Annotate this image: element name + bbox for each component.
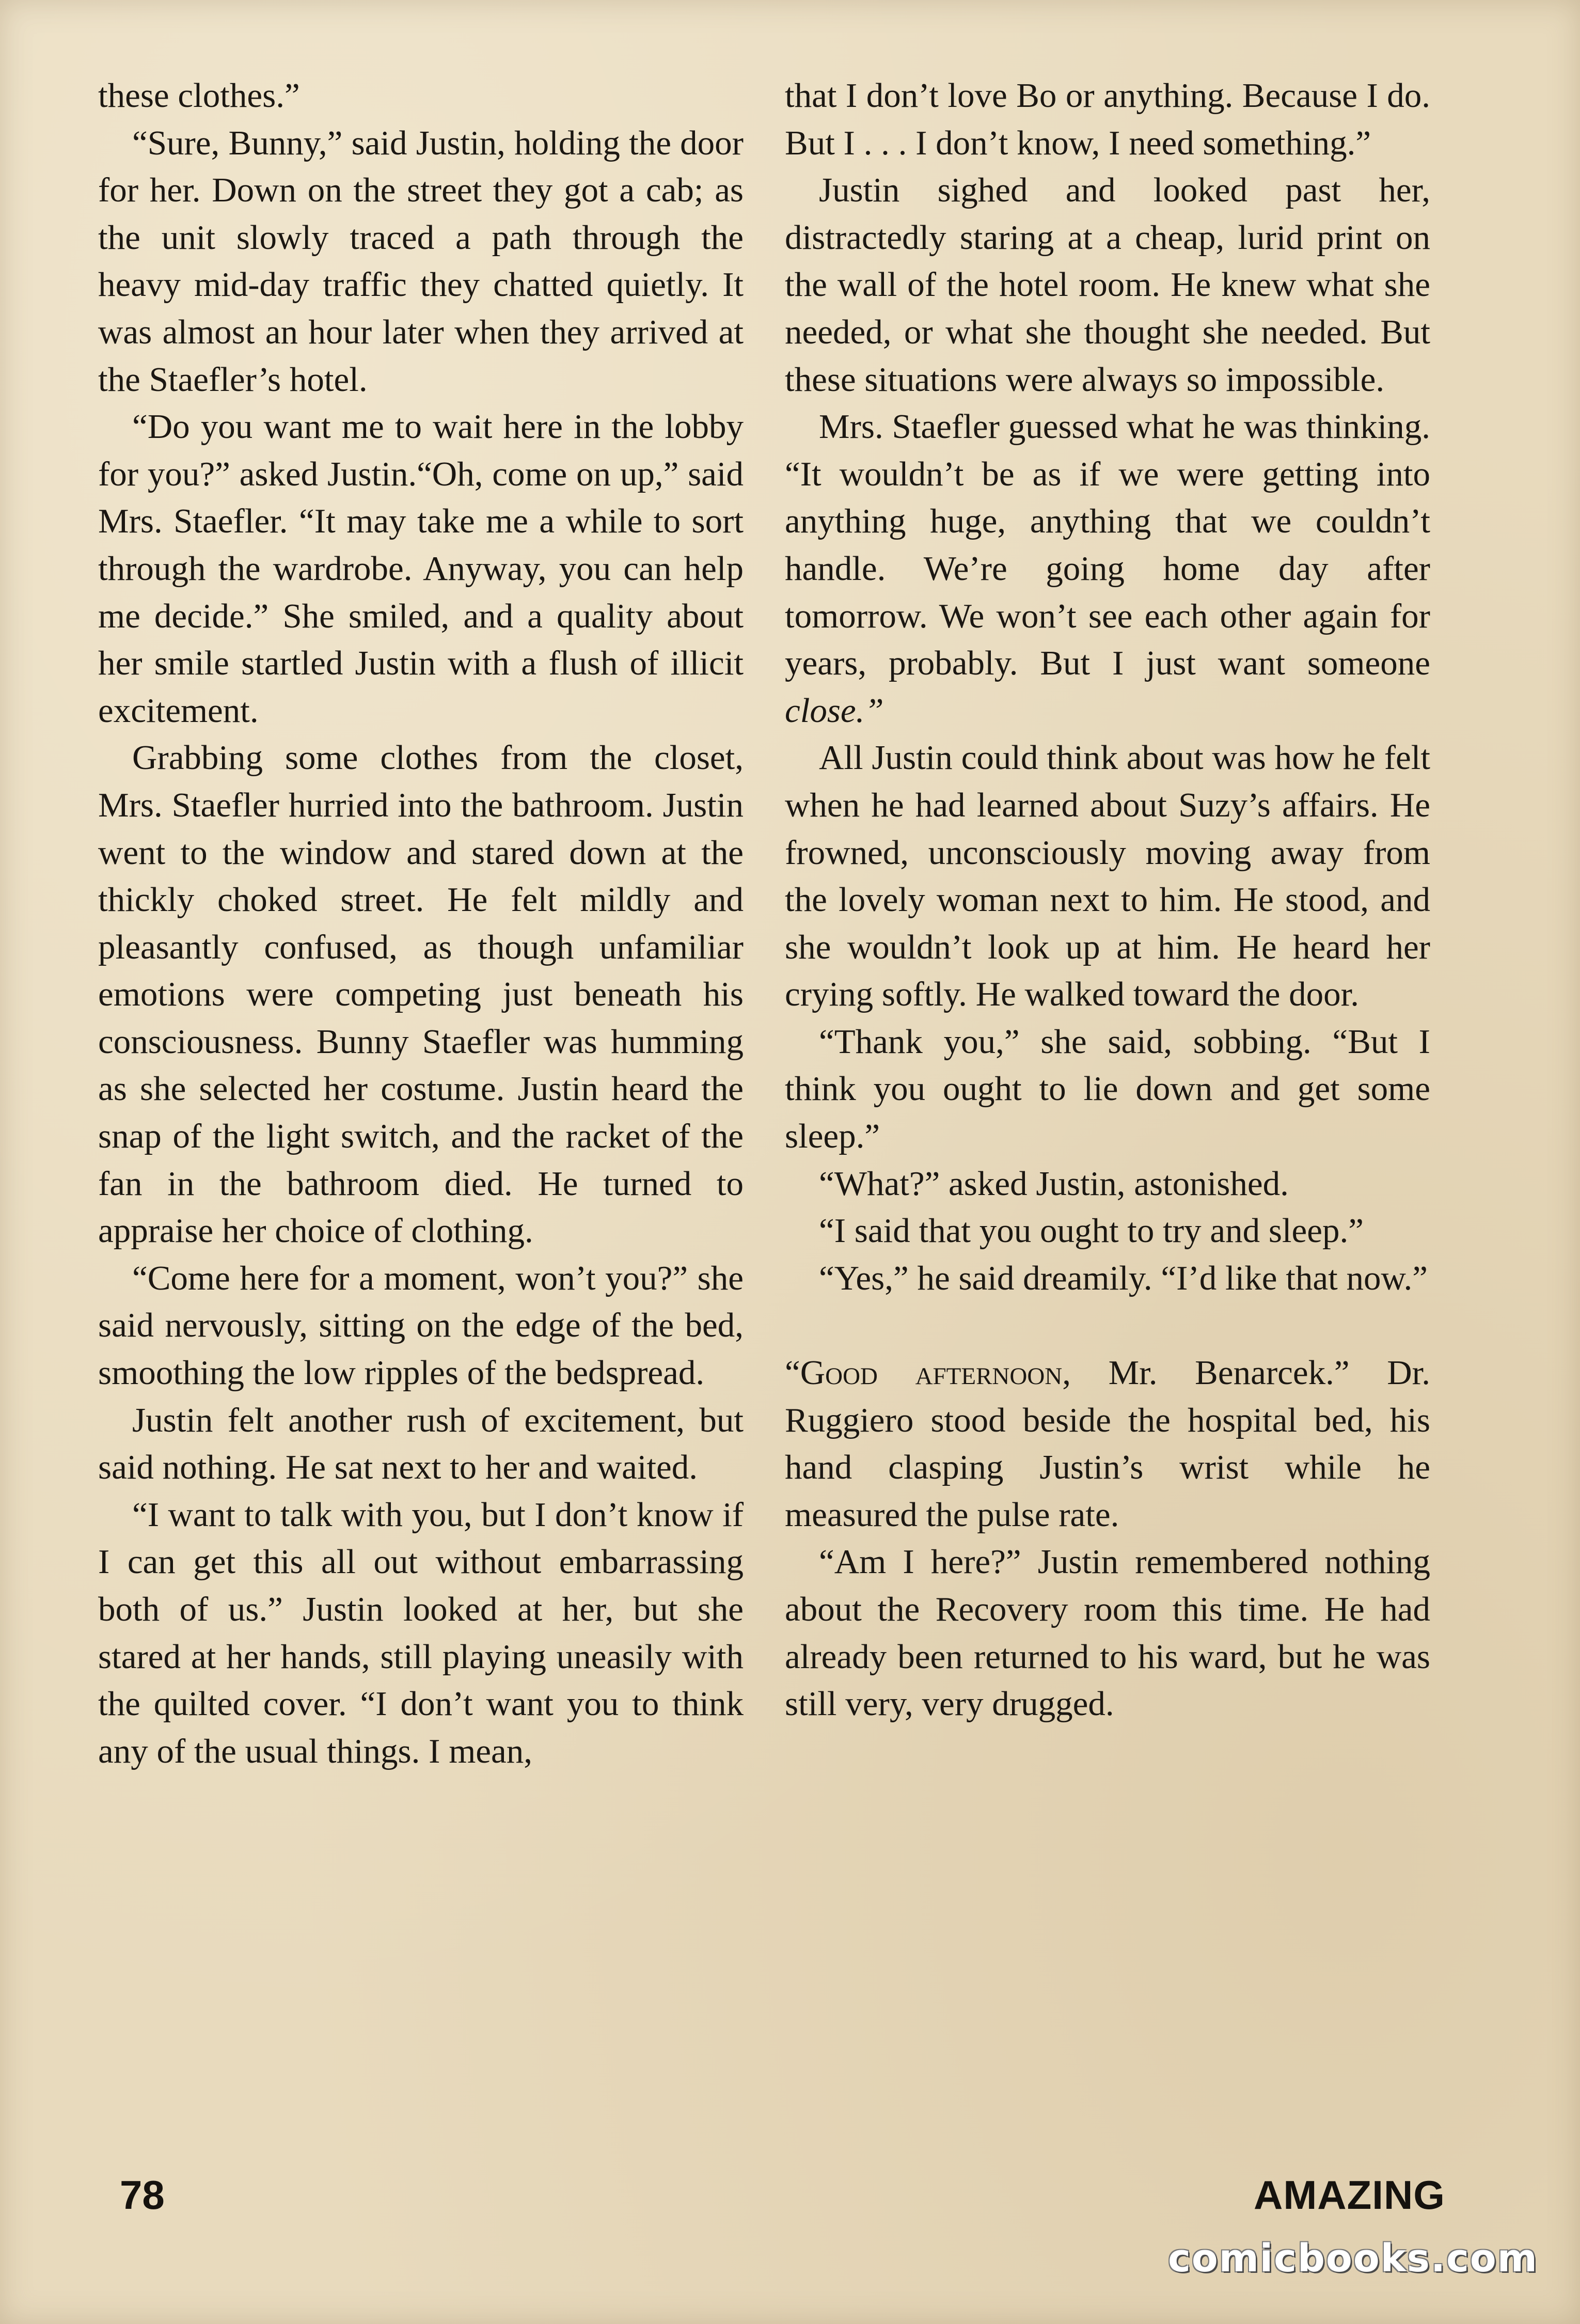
left-text-column xyxy=(98,72,744,1775)
paragraph: “Yes,” he said dreamily. “I’d like that now.” xyxy=(819,1259,1428,1297)
paragraph: “Come here for a moment, won’t you?” she said nervously, sitting on the edge of the bed, smoothing the low ripples of the bedspread. xyxy=(98,1259,744,1392)
paragraph: Grabbing some clothes from the closet, Mrs. Staefler hurried into the bathroom. Justin went to the window and stared down at the thickly choked street. He felt mildly and pleasantly confused, as though unfamiliar emotions were competing just beneath his consciousness. Bunny Staefler was humming as she selected her costume. Justin heard the snap of the light switch, and the racket of the fan in the bathroom died. He turned to appraise her choice of clothing. xyxy=(98,739,744,1250)
paragraph: Justin felt another rush of excitement, but said nothing. He sat next to her and waited. xyxy=(98,1401,744,1487)
paragraph: these clothes.” xyxy=(98,76,300,115)
paragraph: All Justin could think about was how he felt when he had learned about Suzy’s affairs. He frowned, unconsciously moving away from the lovely woman next to him. He stood, and she wouldn’t look up at him. He heard her crying softly. He walked toward the door. xyxy=(785,739,1430,1014)
paragraph xyxy=(785,403,1430,734)
running-title: AMAZING xyxy=(1254,2172,1445,2218)
paragraph: “I want to talk with you, but I don’t know if I can get this all out without embarrassing both of us.” Justin looked at her, but she stared at her hands, still playing uneasily with the quilted cover. “I don’t want you to think any of the usual things. I mean, xyxy=(98,1495,744,1770)
paragraph: that I don’t love Bo or anything. Because I do. But I . . . I don’t know, I need something.” xyxy=(785,76,1430,162)
paragraph-text: Dr. Ruggiero stood beside the hospital bed, his hand clasping Justin’s wrist while he measured the pulse rate. xyxy=(785,1354,1430,1534)
paragraph: “What?” asked Justin, astonished. xyxy=(819,1164,1289,1203)
watermark: comicbooks.com xyxy=(1168,2236,1538,2281)
paragraph: “Sure, Bunny,” said Justin, holding the door for her. Down on the street they got a cab; as the unit slowly traced a path through the heavy mid-day traffic they chatted quietly. It was almost an hour later when they arrived at the Staefler’s hotel. xyxy=(98,123,744,399)
right-text-column xyxy=(785,72,1430,1728)
page-number: 78 xyxy=(120,2172,165,2218)
italic-word: close.” xyxy=(785,691,884,730)
section-opening-text: Mr. Benarcek.” xyxy=(1070,1354,1350,1392)
paragraph: Justin sighed and looked past her, distractedly staring at a cheap, lurid print on the wall of the hotel room. He knew what she needed, or what she thought she needed. But these situations were always so impossible. xyxy=(785,171,1430,399)
paragraph: “Thank you,” she said, sobbing. “But I think you ought to lie down and get some sleep.” xyxy=(785,1022,1430,1156)
paragraph-text: Mrs. Staefler guessed what he was thinking. “It wouldn’t be as if we were getting into anything huge, anything that we couldn’t handle. We’re going home day after tomorrow. We won’t see each other again for years, probably. But I just want someone xyxy=(785,407,1430,683)
paragraph: “Do you want me to wait here in the lobby for you?” asked Justin.“Oh, come on up,” said Mrs. Staefler. “It may take me a while to sort through the wardrobe. Anyway, you can help me decide.” She smiled, and a quality about her smile startled Justin with a flush of illicit excitement. xyxy=(98,407,744,730)
paragraph: “I said that you ought to try and sleep.” xyxy=(819,1212,1364,1250)
section-break xyxy=(785,1302,1430,1349)
section-opening-paragraph xyxy=(785,1349,1430,1538)
section-opening-smallcaps: “Good afternoon, xyxy=(785,1354,1071,1392)
paragraph: “Am I here?” Justin remembered nothing about the Recovery room this time. He had already been returned to his ward, but he was still very, very drugged. xyxy=(785,1543,1430,1723)
